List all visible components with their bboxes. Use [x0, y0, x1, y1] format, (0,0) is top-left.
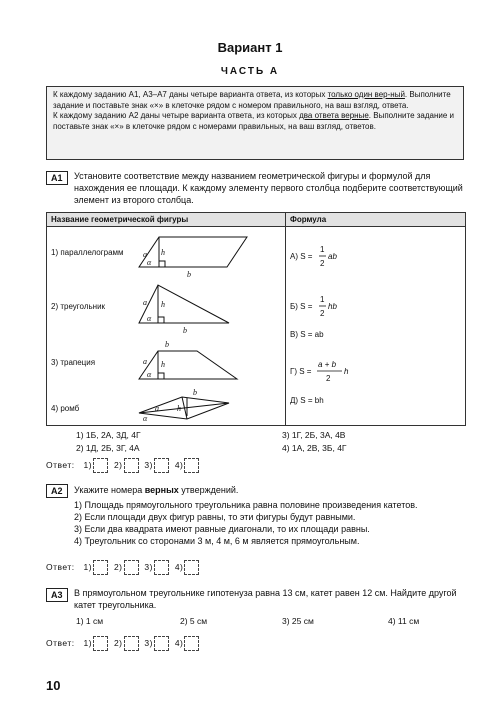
- variant-title: Вариант 1: [217, 40, 283, 55]
- label-alpha: α: [147, 314, 152, 323]
- formulas-cell: [286, 227, 466, 426]
- answer-num: 2): [113, 561, 123, 572]
- answer-num: 4): [174, 637, 184, 648]
- label-a: a: [143, 357, 147, 366]
- label-h: h: [177, 404, 181, 413]
- formula-g-prefix: Г) S =: [290, 367, 312, 376]
- page-number: 10: [46, 678, 61, 693]
- task-a1-text: Установите соответствие между названием геометрической фигуры и формулой для нахождения ее площади. К каждому элементу первого столбца подберите соответствующий элемент из второго столбца.: [74, 171, 463, 205]
- label-a: a: [143, 298, 147, 307]
- label-b: b: [165, 340, 169, 349]
- answer-checkbox-4[interactable]: [184, 458, 199, 473]
- answer-label: Ответ:: [46, 637, 75, 648]
- figure-name-4: 4) ромб: [51, 404, 80, 413]
- label-alpha: α: [147, 258, 152, 267]
- a2-text-pre: Укажите номера: [74, 485, 145, 495]
- formula-a-den: 2: [320, 259, 325, 268]
- answer-num: 4): [174, 459, 184, 470]
- answer-label: Ответ:: [46, 561, 75, 572]
- task-tag-a3: А3: [46, 588, 68, 602]
- label-h: h: [161, 300, 165, 309]
- answer-checkbox-4[interactable]: [184, 636, 199, 651]
- figure-name-2: 2) треугольник: [51, 302, 106, 311]
- figure-name-3: 3) трапеция: [51, 358, 96, 367]
- answer-num: 4): [174, 561, 184, 572]
- instr-underline: только один вер-ный: [327, 90, 405, 99]
- instr-text: . Выполните задание и поставьте знак «×» в клеточке рядом с номером правильного, на ваш взгляд, ответа.: [53, 90, 451, 110]
- answer-checkbox-2[interactable]: [124, 458, 139, 473]
- label-alpha: α: [143, 414, 148, 423]
- formula-b-num: 1: [320, 295, 325, 304]
- figures-table: [46, 212, 466, 426]
- a2-statement-3: 3) Если два квадрата имеют равные диагонали, то их площади равны.: [74, 524, 370, 534]
- part-heading: ЧАСТЬ А: [220, 66, 280, 77]
- label-b: b: [187, 270, 191, 279]
- instr-text: . Выполните задание и поставьте знак «×» в клеточке рядом с номерами правильных, на ваш взгляд, ответов.: [53, 111, 454, 131]
- answer-checkbox-2[interactable]: [124, 560, 139, 575]
- figures-cell: [47, 227, 286, 426]
- figure-name-1: 1) параллелограмм: [51, 248, 124, 257]
- formula-a-post: ab: [328, 252, 337, 261]
- formula-b-post: hb: [328, 302, 337, 311]
- answer-checkbox-3[interactable]: [154, 458, 169, 473]
- a2-statement-2: 2) Если площади двух фигур равны, то эти фигуры будут равными.: [74, 512, 356, 522]
- task-a3-text: В прямоугольном треугольнике гипотенуза равна 13 см, катет равен 12 см. Найдите другой катет треугольника.: [74, 588, 457, 610]
- a1-option-2[interactable]: 2) 1Д, 2Б, 3Г, 4А: [76, 443, 140, 453]
- formula-g-den: 2: [326, 374, 331, 383]
- answer-num: 3): [144, 561, 153, 572]
- a2-statement-1: 1) Площадь прямоугольного треугольника равна половине произведения катетов.: [74, 500, 418, 510]
- instr-underline: два ответа верные: [299, 111, 369, 120]
- a2-statements: [74, 499, 464, 547]
- task-tag-a1: А1: [46, 171, 68, 185]
- a2-statement-4: 4) Треугольник со сторонами 3 м, 4 м, 6 м является прямоугольным.: [74, 536, 360, 546]
- figures-drawing: [47, 227, 277, 425]
- answer-num: 3): [144, 459, 153, 470]
- answer-num: 1): [83, 561, 93, 572]
- a2-text-bold: верных: [144, 485, 179, 495]
- formula-b-prefix: Б) S =: [290, 302, 313, 311]
- a2-text-post: утверждений.: [178, 485, 239, 495]
- task-a2-text: [74, 484, 238, 496]
- instructions-box: [46, 86, 464, 160]
- a3-option-1[interactable]: 1) 1 см: [76, 616, 104, 626]
- answer-checkbox-4[interactable]: [184, 560, 199, 575]
- label-b: b: [193, 388, 197, 397]
- label-a: a: [143, 250, 147, 259]
- formula-g-post: h: [344, 367, 349, 376]
- answer-num: 1): [83, 459, 93, 470]
- answer-num: 2): [113, 459, 123, 470]
- formula-d: Д) S = bh: [290, 396, 324, 405]
- a3-option-2[interactable]: 2) 5 см: [180, 616, 208, 626]
- trapezoid-shape: [139, 351, 237, 379]
- instructions-p1: [53, 90, 457, 111]
- label-b: b: [183, 326, 187, 335]
- a1-option-1[interactable]: 1) 1Б, 2А, 3Д, 4Г: [76, 430, 141, 440]
- formula-a-num: 1: [320, 245, 325, 254]
- answer-checkbox-1[interactable]: [93, 560, 108, 575]
- formula-a-prefix: А) S =: [290, 252, 313, 261]
- answer-row-a2: [46, 560, 202, 575]
- a1-option-4[interactable]: 4) 1А, 2В, 3Б, 4Г: [282, 443, 347, 453]
- label-a: a: [155, 404, 159, 413]
- answer-row-a3: [46, 636, 202, 651]
- answer-checkbox-3[interactable]: [154, 560, 169, 575]
- a3-option-4[interactable]: 4) 11 см: [388, 616, 420, 626]
- label-h: h: [161, 248, 165, 257]
- answer-num: 2): [113, 637, 123, 648]
- answer-num: 3): [144, 637, 153, 648]
- instructions-p2: [53, 111, 457, 132]
- label-h: h: [161, 360, 165, 369]
- formula-b-den: 2: [320, 309, 325, 318]
- a3-option-3[interactable]: 3) 25 см: [282, 616, 314, 626]
- answer-checkbox-1[interactable]: [93, 636, 108, 651]
- col-header-formula: Формула: [286, 213, 466, 227]
- label-alpha: α: [147, 370, 152, 379]
- triangle-shape: [139, 285, 229, 323]
- formula-g-num: a + b: [318, 360, 337, 369]
- answer-label: Ответ:: [46, 459, 75, 470]
- task-tag-a2: А2: [46, 484, 68, 498]
- formula-v: В) S = ab: [290, 330, 324, 339]
- answer-checkbox-1[interactable]: [93, 458, 108, 473]
- a1-option-3[interactable]: 3) 1Г, 2Б, 3А, 4В: [282, 430, 346, 440]
- formulas-drawing: [286, 227, 474, 425]
- answer-row-a1: [46, 458, 202, 473]
- answer-num: 1): [83, 637, 93, 648]
- instr-text: К каждому заданию А1, А3–А7 даны четыре варианта ответа, из которых: [53, 90, 328, 99]
- col-header-figure: Название геометрической фигуры: [47, 213, 286, 227]
- answer-checkbox-3[interactable]: [154, 636, 169, 651]
- instr-text: К каждому заданию А2 даны четыре варианта ответа, из которых: [53, 111, 300, 120]
- answer-checkbox-2[interactable]: [124, 636, 139, 651]
- parallelogram-shape: [139, 237, 247, 267]
